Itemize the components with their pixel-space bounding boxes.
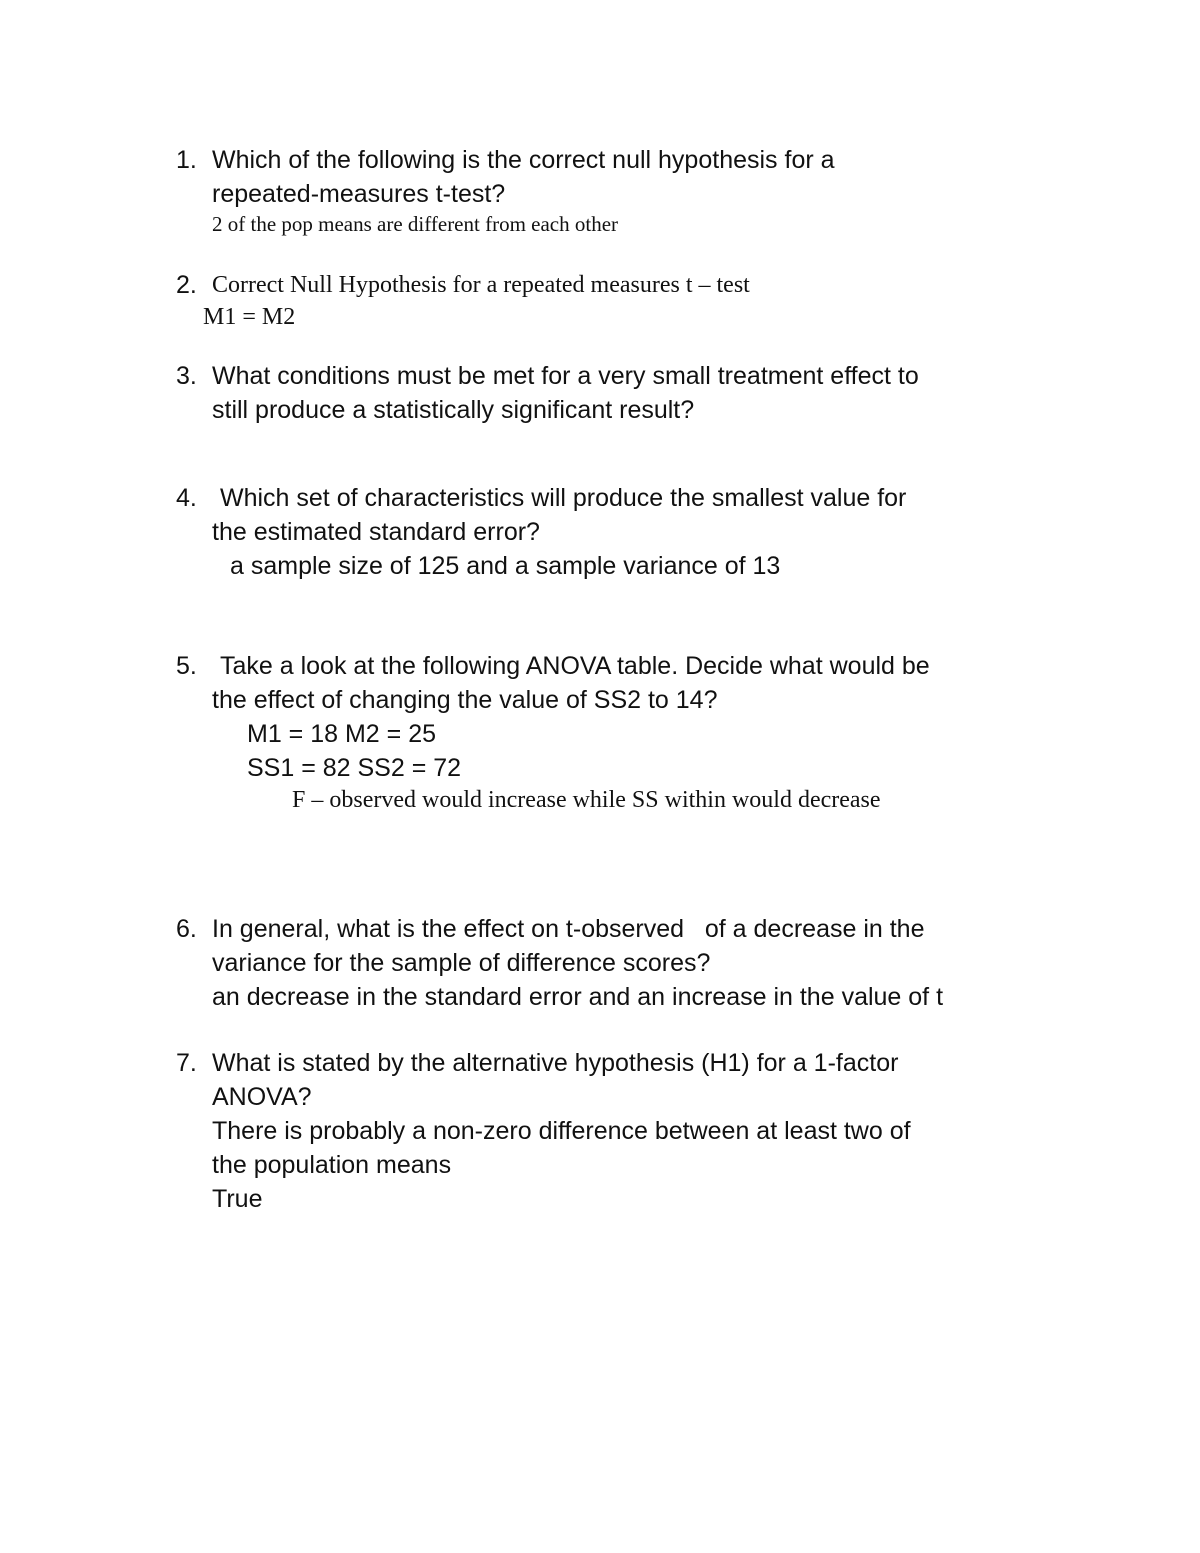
given-values: SS1 = 82 SS2 = 72 <box>247 754 462 782</box>
question-number: 3. <box>176 362 197 390</box>
question-text: variance for the sample of difference scores? <box>212 949 711 977</box>
question-text: Which of the following is the correct null hypothesis for a <box>212 146 835 174</box>
question-text: Correct Null Hypothesis for a repeated measures t – test <box>212 272 750 298</box>
question-text: the estimated standard error? <box>212 518 540 546</box>
question-number: 4. <box>176 484 197 512</box>
answer-text: an decrease in the standard error and an increase in the value of t <box>212 983 944 1011</box>
question-text: repeated-measures t-test? <box>212 180 506 208</box>
answer-text: There is probably a non-zero difference between at least two of <box>212 1117 911 1145</box>
question-number: 7. <box>176 1049 197 1077</box>
question-text: What conditions must be met for a very small treatment effect to <box>212 362 919 390</box>
question-text: What is stated by the alternative hypothesis (H1) for a 1-factor <box>212 1049 899 1077</box>
question-text: the effect of changing the value of SS2 to 14? <box>212 686 718 714</box>
question-number: 6. <box>176 915 197 943</box>
question-text: still produce a statistically significant result? <box>212 396 695 424</box>
answer-text: a sample size of 125 and a sample variance of 13 <box>230 552 781 580</box>
question-number: 1. <box>176 146 197 174</box>
answer-text: the population means <box>212 1151 452 1179</box>
answer-text: True <box>212 1185 263 1213</box>
answer-text: F – observed would increase while SS within would decrease <box>292 787 881 813</box>
answer-text: M1 = M2 <box>203 304 296 330</box>
question-number: 5. <box>176 652 197 680</box>
question-text: Take a look at the following ANOVA table. Decide what would be <box>220 652 930 680</box>
given-values: M1 = 18 M2 = 25 <box>247 720 437 748</box>
question-text: ANOVA? <box>212 1083 312 1111</box>
answer-text: 2 of the pop means are different from each other <box>212 212 619 236</box>
question-text: In general, what is the effect on t-observed of a decrease in the <box>212 915 925 943</box>
question-text: Which set of characteristics will produce the smallest value for <box>220 484 907 512</box>
question-number: 2. <box>176 271 197 299</box>
